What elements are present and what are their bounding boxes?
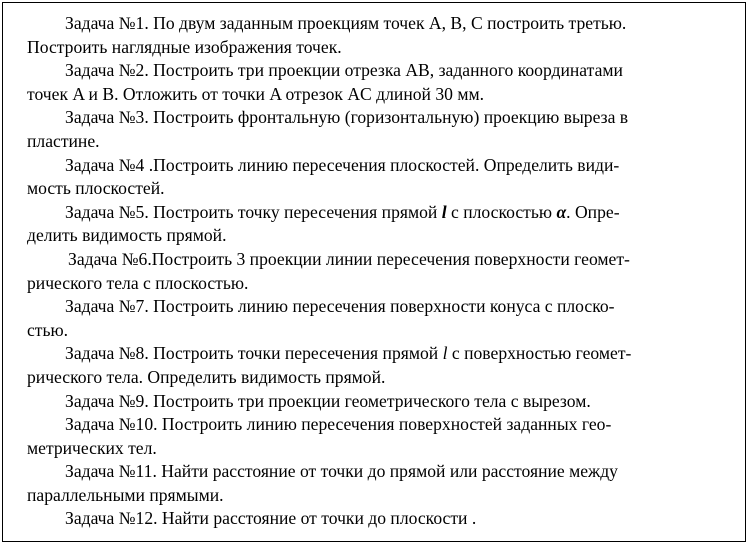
task-11-line1: Задача №11. Найти расстояние от точки до прямой или расстояние между: [65, 461, 618, 482]
task-10: [27, 413, 731, 460]
task-2-line2: точек A и B. Отложить от точки A отрезок AC длиной 30 мм.: [27, 83, 484, 104]
task-5-line1b: с плоскостью: [446, 201, 557, 222]
task-9: [27, 390, 731, 414]
task-8: [27, 342, 731, 389]
task-1: [27, 12, 731, 59]
task-8-line2: рического тела. Определить видимость прямой.: [27, 366, 386, 387]
task-6-line1: Задача №6.Построить 3 проекции линии пересечения поверхности геомет-: [68, 248, 630, 269]
task-5-line2: делить видимость прямой.: [27, 225, 227, 246]
task-3: [27, 106, 731, 153]
task-9-line1: Задача №9. Построить три проекции геометрического тела с вырезом.: [65, 390, 591, 411]
task-7-line1: Задача №7. Построить линию пересечения поверхности конуса с плоско-: [65, 296, 615, 317]
task-6: [27, 248, 731, 295]
task-10-line1: Задача №10. Построить линию пересечения поверхностей заданных гео-: [65, 414, 612, 435]
task-11-line2: параллельными прямыми.: [27, 484, 224, 505]
task-2-line1: Задача №2. Построить три проекции отрезка AB, заданного координатами: [65, 60, 623, 81]
task-8-line1b: с поверхностью геомет-: [447, 343, 632, 364]
task-1-line1: Задача №1. По двум заданным проекциям точек A, B, C построить третью.: [65, 13, 627, 33]
task-10-line2: метрических тел.: [27, 437, 157, 458]
task-4-line2: мость плоскостей.: [27, 178, 165, 199]
task-7: [27, 295, 731, 342]
task-5-line1c: . Опре-: [566, 201, 620, 222]
task-3-line1: Задача №3. Построить фронтальную (горизонтальную) проекцию выреза в: [65, 107, 629, 128]
task-11: [27, 460, 731, 507]
task-12-line1: Задача №12. Найти расстояние от точки до плоскости .: [65, 508, 477, 529]
line-l-symbol: l: [442, 343, 448, 364]
task-6-line2: рического тела с плоскостью.: [27, 272, 249, 293]
task-3-line2: пластине.: [27, 130, 100, 151]
task-2: [27, 59, 731, 106]
task-4: [27, 154, 731, 201]
plane-alpha-symbol: α: [556, 201, 567, 222]
task-12: [27, 507, 731, 531]
task-8-line1a: Задача №8. Построить точки пересечения прямой: [65, 343, 443, 364]
line-l-symbol: l: [441, 201, 447, 222]
task-7-line2: стью.: [27, 319, 69, 340]
task-4-line1: Задача №4 .Построить линию пересечения плоскостей. Определить види-: [65, 154, 620, 175]
task-5: [27, 201, 731, 248]
task-1-line2: Построить наглядные изображения точек.: [27, 36, 342, 57]
task-list-frame: [2, 2, 746, 542]
task-5-line1a: Задача №5. Построить точку пересечения прямой: [65, 201, 442, 222]
